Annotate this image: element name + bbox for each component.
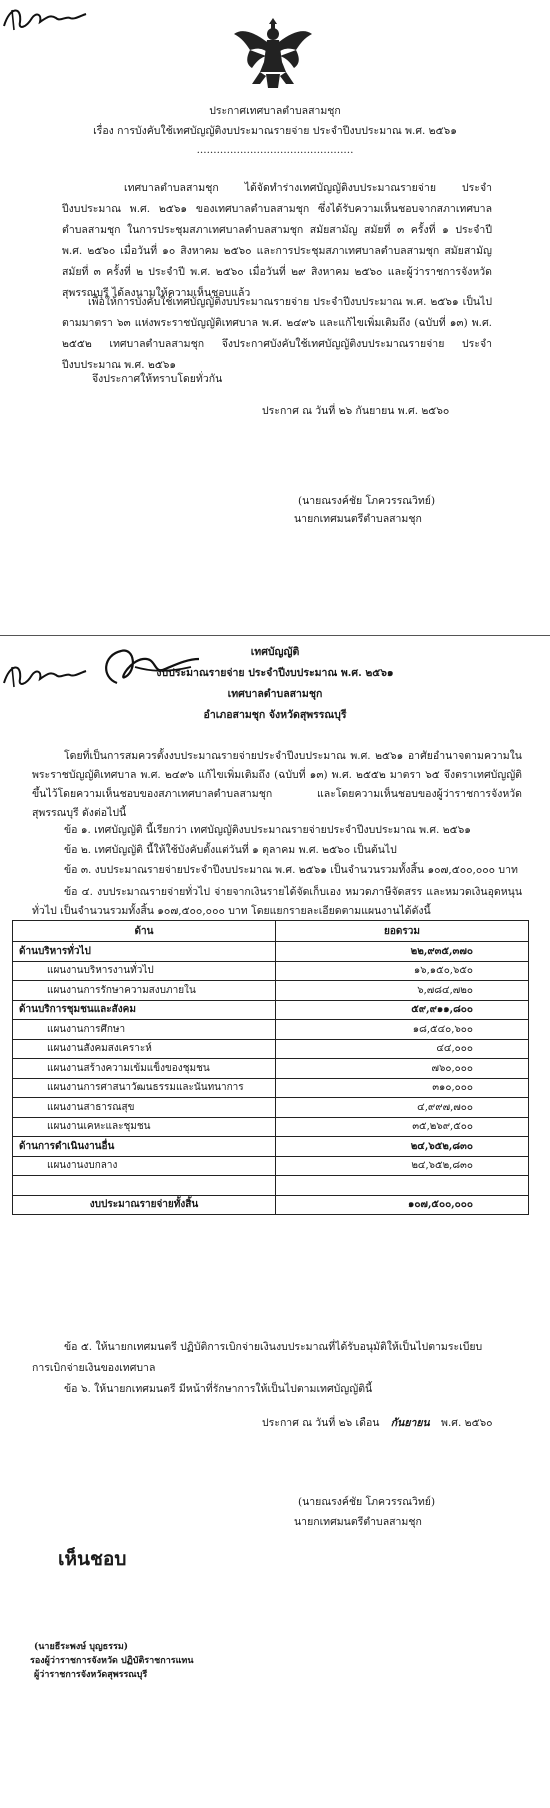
date-month: กันยายน [390,1417,430,1429]
ordinance-page [0,637,550,1808]
total-label: งบประมาณรายจ่ายทั้งสิ้น [13,1195,276,1215]
row-value: ๑๘,๕๔๐,๖๐๐ [276,1020,529,1040]
total-value: ๑๐๗,๕๐๐,๐๐๐ [276,1195,529,1215]
row-value [276,1176,529,1196]
row-name: แผนงานงบกลาง [13,1156,276,1176]
clause-2: ข้อ ๒. เทศบัญญัติ นี้ให้ใช้บังคับตั้งแต่วันที่ ๑ ตุลาคม พ.ศ. ๒๕๖๐ เป็นต้นไป [64,844,397,856]
row-name: แผนงานสาธารณสุข [13,1098,276,1118]
paragraph-3: จึงประกาศให้ทราบโดยทั่วกัน [92,373,223,385]
table-row [13,1078,529,1098]
clause-5: ข้อ ๕. ให้นายกเทศมนตรี ปฏิบัติการเบิกจ่ายเงินงบประมาณที่ได้รับอนุมัติให้เป็นไปตามระเบียบ [64,1341,483,1353]
row-value: ๓๑๐,๐๐๐ [276,1078,529,1098]
garuda-emblem-icon [232,14,314,92]
row-name: ด้านการดำเนินงานอื่น [13,1137,276,1157]
clause-1: ข้อ ๑. เทศบัญญัติ นี้เรียกว่า เทศบัญญัติงบประมาณรายจ่ายประจำปีงบประมาณ พ.ศ. ๒๕๖๑ [64,824,471,836]
row-name: แผนงานเคหะและชุมชน [13,1117,276,1137]
ordinance-intro: โดยที่เป็นการสมควรตั้งงบประมาณรายจ่ายประจำปีงบประมาณ พ.ศ. ๒๕๖๑ อาศัยอำนาจตามความในพระราชบัญญัติเทศบาล พ.ศ. ๒๔๙๖ แก้ไขเพิ่มเติมถึง (ฉบับที่ ๑๓) พ.ศ. ๒๕๕๒ มาตรา ๖๕ จึงตราเทศบัญญัติขึ้นไว้โดยความเห็นชอบของสภาเทศบาลตำบลสามชุก และโดยความเห็นชอบของผู้ว่าราชการจังหวัดสุพรรณบุรี ดังต่อไปนี้ [32,750,522,819]
row-value: ๔,๙๙๗,๗๐๐ [276,1098,529,1118]
row-name: แผนงานการศึกษา [13,1020,276,1040]
row-name [13,1176,276,1196]
table-total-row [13,1195,529,1215]
dotted-divider: ............................................... [196,144,354,156]
signature-mayor-1 [0,0,90,36]
row-value: ๒๔,๖๕๒,๘๓๐ [276,1156,529,1176]
row-value: ๔๔,๐๐๐ [276,1039,529,1059]
table-row [13,1098,529,1118]
table-row [13,1176,529,1196]
signer-title-2: นายกเทศมนตรีตำบลสามชุก [294,1516,422,1528]
ordinance-title: เทศบัญญัติ [250,646,300,658]
row-value: ๕๙,๙๑๑,๘๐๐ [276,1000,529,1020]
signer-name: (นายณรงค์ชัย โภควรรณวิทย์) [298,495,436,507]
paragraph-2: เพื่อให้การบังคับใช้เทศบัญญัติงบประมาณรายจ่าย ประจำปีงบประมาณ พ.ศ. ๒๕๖๑ เป็นไปตามมาตรา ๖๓ แห่งพระราชบัญญัติเทศบาล พ.ศ. ๒๔๙๖ และแก้ไขเพิ่มเติมถึง (ฉบับที่ ๑๓) พ.ศ. ๒๕๕๒ เทศบาลตำบลสามชุก จึงประกาศบังคับใช้เทศบัญญัติงบประมาณรายจ่าย ประจำปีงบประมาณ พ.ศ. ๒๕๖๑ [62,296,492,371]
column-header-total: ยอดรวม [276,921,529,942]
clause-3: ข้อ ๓. งบประมาณรายจ่ายประจำปีงบประมาณ พ.ศ. ๒๕๖๑ เป็นจำนวนรวมทั้งสิ้น ๑๐๗,๕๐๐,๐๐๐ บาท [64,864,518,876]
paragraph-1: เทศบาลตำบลสามชุก ได้จัดทำร่างเทศบัญญัติงบประมาณรายจ่าย ประจำปีงบประมาณ พ.ศ. ๒๕๖๑ ของเทศบาลตำบลสามชุก ซึ่งได้รับความเห็นชอบจากสภาเทศบาลตำบลสามชุก ในการประชุมสภาเทศบาลตำบลสามชุก สมัยสามัญ สมัยที่ ๓ ครั้งที่ ๑ ประจำปี พ.ศ. ๒๕๖๐ เมื่อวันที่ ๑๐ สิงหาคม ๒๕๖๐ และการประชุมสภาเทศบาลตำบลสามชุก สมัยสามัญ สมัยที่ ๓ ครั้งที่ ๒ ประจำปี พ.ศ. ๒๕๖๐ เมื่อวันที่ ๒๙ สิงหาคม ๒๕๖๐ และผู้ว่าราชการจังหวัดสุพรรณบุรี ได้ลงนามให้ความเห็นชอบแล้ว [62,182,492,299]
table-row [13,1020,529,1040]
clause-6: ข้อ ๖. ให้นายกเทศมนตรี มีหน้าที่รักษาการให้เป็นไปตามเทศบัญญัตินี้ [64,1383,373,1395]
table-row [13,1059,529,1079]
date-prefix: ประกาศ ณ วันที่ ๒๖ เดือน [262,1417,380,1429]
table-row [13,1117,529,1137]
district-province: อำเภอสามชุก จังหวัดสุพรรณบุรี [203,709,347,721]
row-name: ด้านบริการชุมชนและสังคม [13,1000,276,1020]
column-header-side: ด้าน [13,921,276,942]
table-row [13,1137,529,1157]
table-row [13,1156,529,1176]
row-value: ๒๔,๖๕๒,๘๓๐ [276,1137,529,1157]
row-value: ๗๖๐,๐๐๐ [276,1059,529,1079]
table-row [13,942,529,962]
signer-name-2: (นายณรงค์ชัย โภควรรณวิทย์) [298,1496,436,1508]
approval-heading: เห็นชอบ [58,1548,127,1570]
clause-5-continued: การเบิกจ่ายเงินของเทศบาล [32,1362,156,1374]
governor-title-1: รองผู้ว่าราชการจังหวัด ปฏิบัติราชการแทน [30,1656,194,1666]
table-row [13,981,529,1001]
table-row [13,1000,529,1020]
announcement-heading: ประกาศเทศบาลตำบลสามชุก [209,105,341,117]
row-value: ๑๖,๑๕๐,๖๕๐ [276,961,529,981]
ordinance-subtitle: งบประมาณรายจ่าย ประจำปีงบประมาณ พ.ศ. ๒๕๖๑ [156,667,394,679]
governor-name: (นายธีระพงษ์ บุญธรรม) [34,1642,129,1652]
announcement-date: ประกาศ ณ วันที่ ๒๖ กันยายน พ.ศ. ๒๕๖๐ [262,405,450,417]
row-value: ๒๒,๙๓๕,๓๗๐ [276,942,529,962]
row-name: แผนงานสร้างความเข้มแข็งของชุมชน [13,1059,276,1079]
row-name: แผนงานสังคมสงเคราะห์ [13,1039,276,1059]
announcement-subject: เรื่อง การบังคับใช้เทศบัญญัติงบประมาณรายจ่าย ประจำปีงบประมาณ พ.ศ. ๒๕๖๑ [93,125,457,137]
signer-title: นายกเทศมนตรีตำบลสามชุก [294,513,422,525]
row-value: ๖,๗๘๔,๗๒๐ [276,981,529,1001]
budget-table [12,920,529,1215]
municipality-name: เทศบาลตำบลสามชุก [227,688,323,700]
clause-4: ข้อ ๔. งบประมาณรายจ่ายทั่วไป จ่ายจากเงินรายได้จัดเก็บเอง หมวดภาษีจัดสรร และหมวดเงินอุดหนุนทั่วไป เป็นจำนวนรวมทั้งสิ้น ๑๐๗,๕๐๐,๐๐๐ บาท โดยแยกรายละเอียดตามแผนงานได้ดังนี้ [32,886,522,917]
table-row [13,961,529,981]
table-row [13,1039,529,1059]
date-suffix: พ.ศ. ๒๕๖๐ [441,1417,493,1429]
row-name: ด้านบริหารทั่วไป [13,942,276,962]
ordinance-date [262,1416,493,1431]
row-name: แผนงานบริหารงานทั่วไป [13,961,276,981]
row-name: แผนงานการศาสนาวัฒนธรรมและนันทนาการ [13,1078,276,1098]
row-name: แผนงานการรักษาความสงบภายใน [13,981,276,1001]
announcement-page [0,0,550,636]
table-header-row [13,921,529,942]
row-value: ๓๕,๒๖๙,๕๐๐ [276,1117,529,1137]
governor-title-2: ผู้ว่าราชการจังหวัดสุพรรณบุรี [34,1670,148,1680]
